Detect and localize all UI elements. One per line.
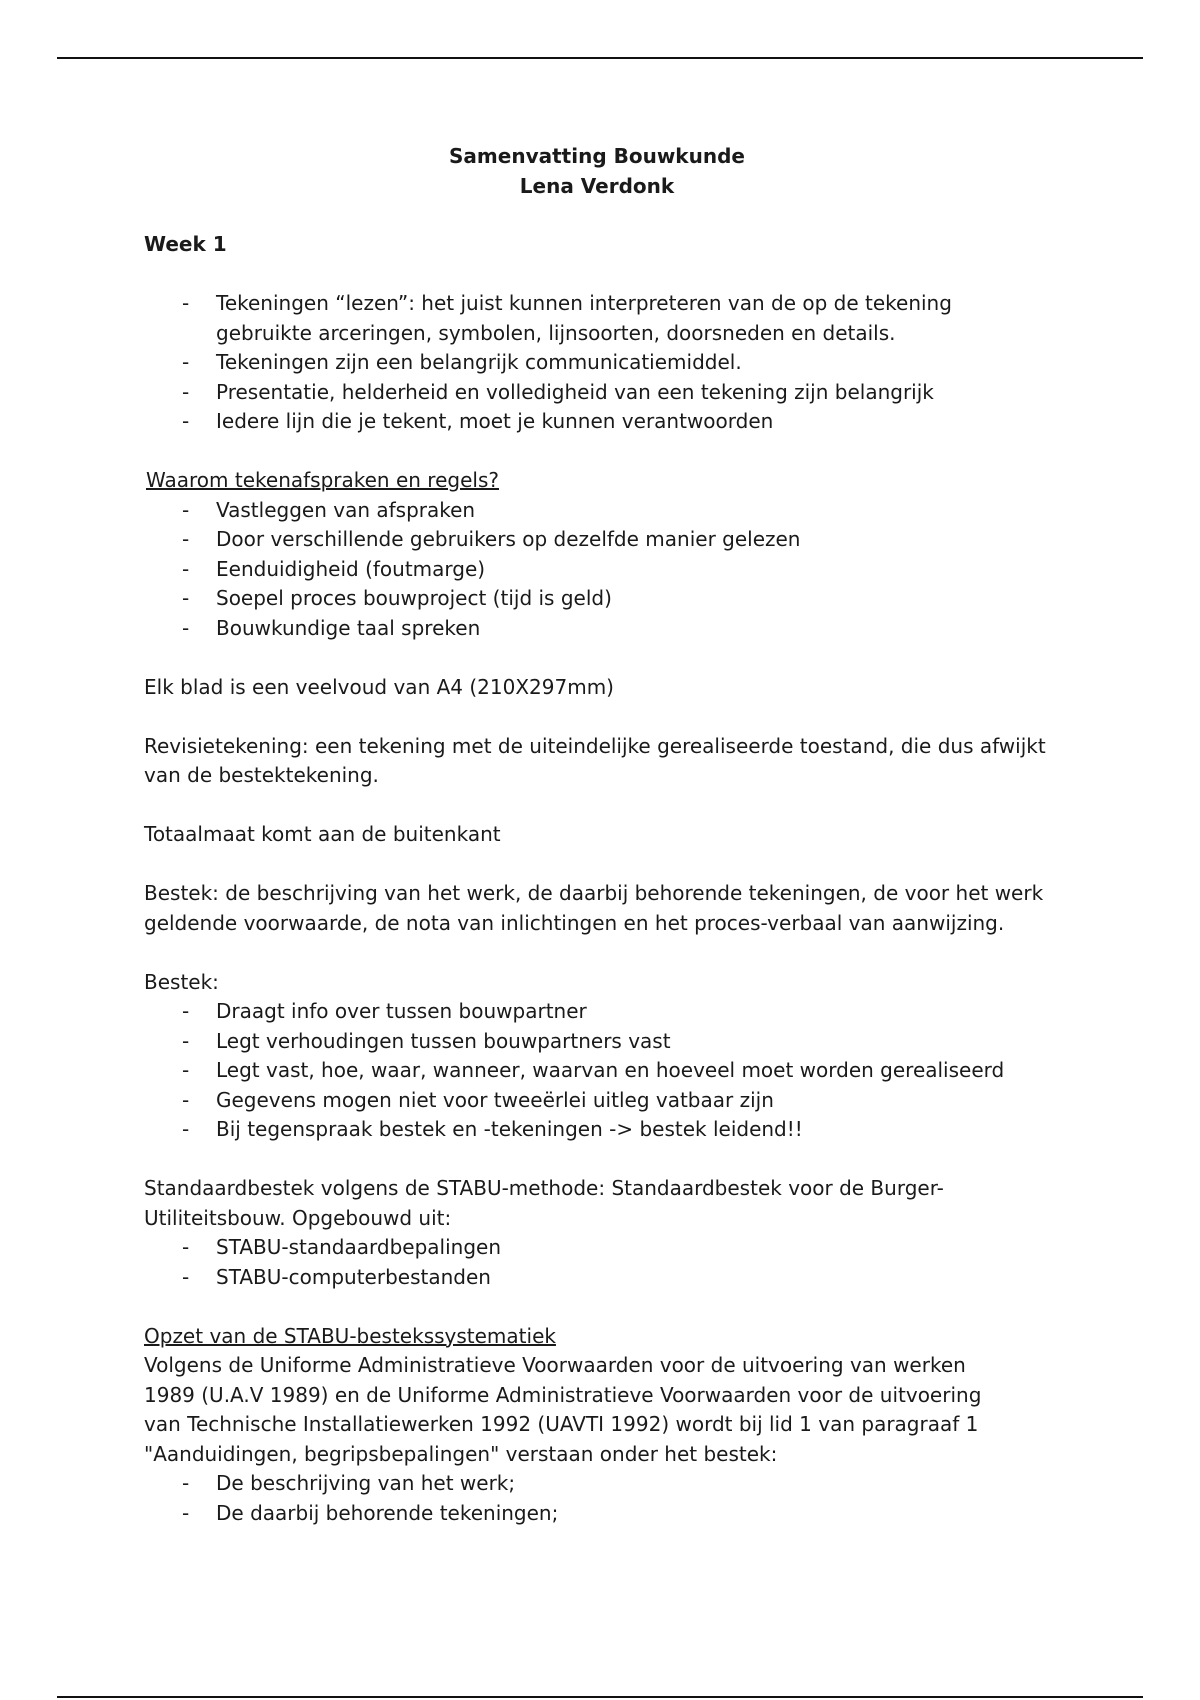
list-item: - Eenduidigheid (foutmarge) bbox=[144, 555, 1054, 585]
document-body bbox=[144, 142, 1054, 1528]
stabu-list bbox=[144, 1233, 1054, 1292]
list-item: - STABU-standaardbepalingen bbox=[144, 1233, 1054, 1263]
paragraph-a4: Elk blad is een veelvoud van A4 (210X297mm) bbox=[144, 674, 614, 699]
top-rule bbox=[57, 57, 1143, 59]
intro-list bbox=[144, 289, 1054, 437]
paragraph-totaalmaat: Totaalmaat komt aan de buitenkant bbox=[144, 822, 501, 846]
section-heading-stabu-systematiek: Opzet van de STABU-bestekssystematiek bbox=[144, 1323, 556, 1348]
list-item: - Bij tegenspraak bestek en -tekeningen -> bestek leidend!! bbox=[144, 1115, 1054, 1145]
list-item: - De daarbij behorende tekeningen; bbox=[144, 1499, 1054, 1529]
list-item: - Legt vast, hoe, waar, wanneer, waarvan en hoeveel moet worden gerealiseerd bbox=[144, 1056, 1054, 1086]
list-item: - STABU-computerbestanden bbox=[144, 1263, 1054, 1293]
list-item: - Bouwkundige taal spreken bbox=[144, 614, 1054, 644]
document-author: Lena Verdonk bbox=[519, 173, 675, 198]
list-item: - Vastleggen van afspraken bbox=[144, 496, 1054, 526]
section-heading-tekenafspraken: Waarom tekenafspraken en regels? bbox=[146, 468, 499, 492]
list-item: - Gegevens mogen niet voor tweeërlei uitleg vatbaar zijn bbox=[144, 1086, 1054, 1116]
bestek-list bbox=[144, 997, 1054, 1145]
bottom-rule bbox=[57, 1696, 1143, 1698]
list-item: - Presentatie, helderheid en volledigheid van een tekening zijn belangrijk bbox=[144, 378, 994, 408]
paragraph-uav: Volgens de Uniforme Administratieve Voorwaarden voor de uitvoering van werken 1989 (U.A.V 1989) en de Uniforme Administratieve Voorwaarden voor de uitvoering van Technische Installatiewerken 1992 (UAVTI 1992) wordt bij lid 1 van paragraaf 1 "Aanduidingen, begripsbepalingen" verstaan onder het bestek: bbox=[144, 1353, 982, 1466]
tekenafspraken-list bbox=[144, 496, 1054, 644]
list-item: - Draagt info over tussen bouwpartner bbox=[144, 997, 1054, 1027]
list-item: - Soepel proces bouwproject (tijd is geld) bbox=[144, 584, 1054, 614]
list-item: - Tekeningen zijn een belangrijk communicatiemiddel. bbox=[144, 348, 994, 378]
list-item: - Door verschillende gebruikers op dezelfde manier gelezen bbox=[144, 525, 1054, 555]
bestek-label: Bestek: bbox=[144, 969, 219, 994]
paragraph-revisietekening: Revisietekening: een tekening met de uiteindelijke gerealiseerde toestand, die dus afwijkt van de bestektekening. bbox=[144, 733, 1046, 787]
list-item: - Tekeningen “lezen”: het juist kunnen interpreteren van de op de tekening gebruikte arceringen, symbolen, lijnsoorten, doorsneden en details. bbox=[144, 289, 994, 348]
document-title: Samenvatting Bouwkunde bbox=[449, 144, 745, 168]
list-item: - De beschrijving van het werk; bbox=[144, 1469, 1054, 1499]
list-item: - Iedere lijn die je tekent, moet je kunnen verantwoorden bbox=[144, 407, 994, 437]
list-item: - Legt verhoudingen tussen bouwpartners vast bbox=[144, 1027, 1054, 1057]
paragraph-bestek-definition: Bestek: de beschrijving van het werk, de daarbij behorende tekeningen, de voor het werk geldende voorwaarde, de nota van inlichtingen en het proces-verbaal van aanwijzing. bbox=[144, 881, 1044, 935]
paragraph-stabu: Standaardbestek volgens de STABU-methode: Standaardbestek voor de Burger-Utiliteitsbouw. Opgebouwd uit: bbox=[144, 1176, 944, 1230]
week-heading: Week 1 bbox=[144, 232, 227, 256]
uav-list bbox=[144, 1469, 1054, 1528]
